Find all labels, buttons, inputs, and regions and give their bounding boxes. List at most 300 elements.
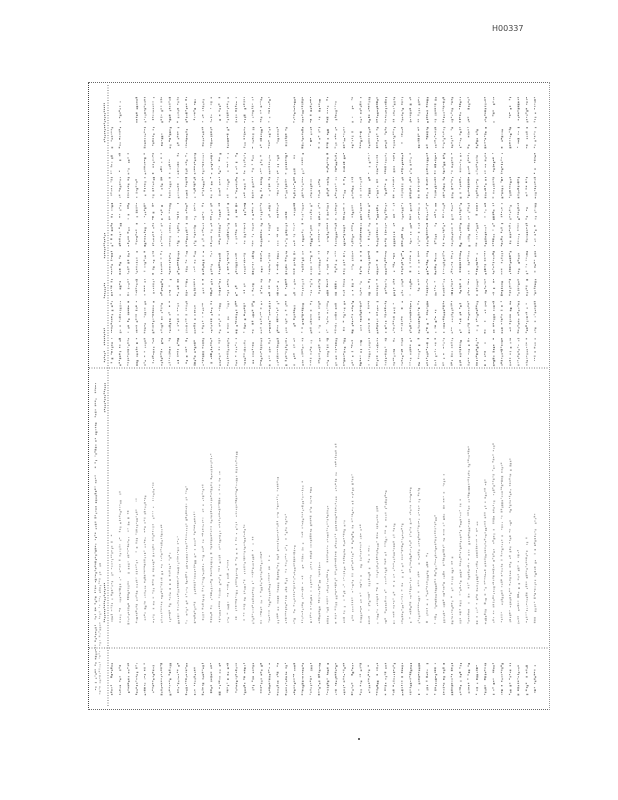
row-data-cell xyxy=(310,203,313,219)
row-data-cell xyxy=(135,279,137,295)
row-data-cell xyxy=(368,251,371,274)
row-data-cell xyxy=(210,177,213,198)
row-data-cell xyxy=(252,251,255,275)
row-data-cell xyxy=(277,281,279,295)
row-data-cell xyxy=(235,203,237,217)
row-data-cell xyxy=(152,177,155,198)
row-data-cell xyxy=(492,153,495,172)
row-data-cell xyxy=(426,279,429,296)
row-data-cell xyxy=(534,301,537,333)
row-data-cell xyxy=(301,97,304,122)
row-data-cell xyxy=(160,303,163,333)
row-data-cell xyxy=(434,338,437,366)
row-data-cell xyxy=(185,338,188,364)
row-data-cell xyxy=(326,153,329,172)
row-id-cell xyxy=(235,663,238,693)
row-data-cell xyxy=(152,301,155,333)
row-data-cell xyxy=(360,223,362,247)
row-description-cell xyxy=(111,535,114,622)
row-description-cell xyxy=(501,463,504,623)
row-data-cell xyxy=(476,203,478,216)
row-data-cell xyxy=(409,153,412,174)
row-data-cell xyxy=(517,223,520,246)
row-description-cell xyxy=(451,557,454,625)
row-data-cell xyxy=(193,99,196,120)
row-data-cell xyxy=(401,203,404,219)
row-data-cell xyxy=(443,177,446,198)
row-data-cell xyxy=(169,279,172,296)
row-data-cell xyxy=(218,97,221,121)
row-data-cell xyxy=(169,301,172,333)
row-data-cell xyxy=(177,338,180,364)
row-data-cell xyxy=(135,301,138,333)
row-data-cell xyxy=(160,279,163,296)
row-id-cell xyxy=(185,663,188,695)
row-description-cell xyxy=(351,474,354,621)
row-data-cell xyxy=(252,177,255,198)
row-data-cell xyxy=(393,127,396,148)
row-data-cell xyxy=(501,338,504,366)
row-description-cell xyxy=(409,488,412,623)
row-data-cell xyxy=(218,223,221,244)
row-data-cell xyxy=(460,153,462,172)
row-data-cell xyxy=(442,97,445,122)
row-description-cell xyxy=(426,553,429,623)
row-data-cell xyxy=(351,205,354,217)
row-data-cell xyxy=(119,255,122,274)
row-id-cell xyxy=(310,663,313,695)
row-data-cell xyxy=(401,301,403,331)
row-data-cell xyxy=(276,301,279,333)
row-data-cell xyxy=(351,301,354,333)
row-data-cell xyxy=(310,97,312,123)
row-data-cell xyxy=(335,281,337,295)
row-description-cell xyxy=(534,514,537,623)
row-data-cell xyxy=(285,223,288,247)
row-data-cell xyxy=(376,97,379,123)
row-data-cell xyxy=(368,203,371,219)
row-id-cell xyxy=(119,665,122,695)
row-data-cell xyxy=(127,279,130,296)
row-data-cell xyxy=(144,223,147,247)
row-description-cell xyxy=(193,512,196,624)
row-data-cell xyxy=(351,223,354,246)
row-data-cell xyxy=(517,203,520,220)
row-data-cell xyxy=(376,251,378,275)
row-id-cell xyxy=(260,663,263,693)
row-description-cell xyxy=(160,525,163,623)
row-data-cell xyxy=(418,97,421,122)
row-data-cell xyxy=(343,251,345,274)
row-data-cell xyxy=(509,127,512,148)
row-description-cell xyxy=(210,454,213,623)
row-data-cell xyxy=(476,155,479,174)
row-id-cell xyxy=(169,663,172,696)
row-data-cell xyxy=(384,301,387,333)
row-data-cell xyxy=(244,253,246,274)
row-data-cell xyxy=(434,203,436,218)
row-id-cell xyxy=(360,663,363,695)
row-data-cell xyxy=(227,97,230,123)
row-data-cell xyxy=(136,203,138,217)
row-data-cell xyxy=(235,301,238,334)
row-data-cell xyxy=(418,279,421,291)
row-data-cell xyxy=(459,203,462,220)
row-data-cell xyxy=(243,203,246,215)
row-data-cell xyxy=(293,155,295,174)
row-data-cell xyxy=(310,127,312,146)
row-data-cell xyxy=(301,223,304,246)
row-data-cell xyxy=(534,97,537,122)
row-data-cell xyxy=(161,134,163,146)
page-mark xyxy=(358,738,360,740)
row-data-cell xyxy=(351,251,353,270)
row-data-cell xyxy=(194,225,197,246)
row-data-cell xyxy=(501,281,504,296)
row-id-cell xyxy=(210,663,213,693)
row-data-cell xyxy=(243,97,246,123)
row-data-cell xyxy=(409,203,412,220)
row-data-cell xyxy=(501,223,504,246)
row-data-cell xyxy=(509,338,512,366)
row-data-cell xyxy=(119,153,122,172)
row-data-cell xyxy=(169,127,172,148)
row-data-cell xyxy=(509,301,512,331)
row-data-cell xyxy=(301,177,304,198)
row-data-cell xyxy=(368,279,371,296)
row-description-cell xyxy=(517,550,520,624)
row-data-cell xyxy=(426,223,429,246)
row-data-cell xyxy=(144,203,147,217)
row-data-cell xyxy=(268,279,270,296)
row-description-cell xyxy=(434,515,437,624)
row-data-cell xyxy=(127,227,130,246)
row-data-cell xyxy=(484,177,487,198)
row-id-cell xyxy=(526,665,529,695)
row-data-cell xyxy=(135,179,138,198)
row-data-cell xyxy=(268,127,271,148)
row-data-cell xyxy=(193,305,196,333)
row-data-cell xyxy=(194,340,197,365)
row-data-cell xyxy=(202,338,205,366)
row-description-cell xyxy=(235,452,238,620)
row-data-cell xyxy=(335,223,338,246)
row-data-cell xyxy=(268,223,271,242)
row-id-cell xyxy=(301,663,304,695)
row-data-cell xyxy=(277,127,280,143)
row-data-cell xyxy=(210,301,213,333)
row-data-cell xyxy=(351,340,354,365)
row-data-cell xyxy=(467,279,469,295)
row-id-cell xyxy=(127,663,130,693)
row-data-cell xyxy=(517,279,520,296)
row-data-cell xyxy=(227,153,229,172)
row-description-cell xyxy=(202,485,205,621)
row-data-cell xyxy=(418,251,420,274)
row-data-cell xyxy=(277,227,279,246)
row-data-cell xyxy=(509,279,512,296)
row-data-cell xyxy=(476,279,479,296)
row-data-cell xyxy=(526,127,528,148)
row-data-cell xyxy=(227,127,230,148)
row-id-cell xyxy=(110,663,113,695)
row-data-cell xyxy=(277,251,279,274)
row-data-cell xyxy=(235,253,238,274)
row-data-cell xyxy=(127,177,129,198)
row-data-cell xyxy=(127,203,129,219)
row-data-cell xyxy=(409,338,412,366)
row-description-cell xyxy=(310,487,313,623)
row-data-cell xyxy=(368,177,371,198)
row-data-cell xyxy=(434,127,437,148)
row-data-cell xyxy=(169,160,171,174)
row-id-cell xyxy=(177,663,180,693)
row-data-cell xyxy=(185,97,188,122)
row-description-cell xyxy=(218,471,221,622)
row-data-cell xyxy=(409,97,411,122)
row-description-cell xyxy=(418,488,421,623)
row-data-cell xyxy=(376,127,379,148)
row-data-cell xyxy=(285,251,288,274)
row-data-cell xyxy=(501,153,504,174)
row-data-cell xyxy=(509,223,512,244)
row-data-cell xyxy=(459,223,462,247)
row-data-cell xyxy=(501,251,503,275)
row-data-cell xyxy=(467,251,469,274)
row-id-cell xyxy=(326,663,329,695)
row-data-cell xyxy=(418,177,420,198)
row-description-cell xyxy=(384,491,387,624)
row-data-cell xyxy=(110,301,113,333)
row-data-cell xyxy=(426,127,429,148)
row-id-cell xyxy=(135,663,138,695)
row-id-cell xyxy=(277,663,280,695)
row-data-cell xyxy=(219,303,222,333)
row-data-cell xyxy=(185,177,188,198)
row-data-cell xyxy=(268,155,271,174)
row-description-cell xyxy=(119,491,122,622)
row-data-cell xyxy=(492,97,495,123)
row-data-cell xyxy=(152,338,155,363)
row-data-cell xyxy=(144,153,147,174)
row-data-cell xyxy=(385,338,387,365)
row-data-cell xyxy=(517,177,520,198)
row-id-cell xyxy=(476,665,479,695)
row-data-cell xyxy=(144,338,147,366)
row-data-cell xyxy=(260,97,263,122)
row-data-cell xyxy=(492,223,495,246)
row-data-cell xyxy=(136,251,138,274)
row-data-cell xyxy=(144,301,147,333)
row-data-cell xyxy=(418,203,420,220)
row-data-cell xyxy=(119,101,122,122)
row-data-cell xyxy=(484,97,487,122)
row-data-cell xyxy=(202,127,205,146)
row-data-cell xyxy=(285,279,287,296)
row-data-cell xyxy=(301,153,304,174)
row-data-cell xyxy=(301,127,303,149)
row-data-cell xyxy=(451,301,454,333)
row-data-cell xyxy=(293,338,296,366)
row-data-cell xyxy=(451,223,453,246)
row-data-cell xyxy=(534,279,537,295)
row-data-cell xyxy=(359,251,362,274)
row-data-cell xyxy=(534,251,537,272)
row-data-cell xyxy=(144,279,146,295)
row-data-cell xyxy=(410,223,412,244)
row-data-cell xyxy=(318,127,320,148)
row-data-cell xyxy=(260,155,263,174)
row-data-cell xyxy=(210,97,212,122)
row-data-cell xyxy=(169,203,172,220)
row-data-cell xyxy=(409,301,411,333)
row-data-cell xyxy=(177,251,180,275)
row-data-cell xyxy=(293,97,296,123)
row-description-cell xyxy=(227,560,230,623)
row-id-cell xyxy=(285,663,288,695)
row-data-cell xyxy=(185,279,187,296)
row-data-cell xyxy=(110,177,112,196)
row-data-cell xyxy=(352,279,354,295)
row-data-cell xyxy=(360,203,363,220)
row-data-cell xyxy=(492,177,495,198)
row-data-cell xyxy=(401,338,404,366)
row-data-cell xyxy=(160,153,162,172)
row-data-cell xyxy=(326,279,328,296)
row-data-cell xyxy=(484,251,487,274)
row-id-cell xyxy=(517,665,520,695)
row-data-cell xyxy=(310,179,313,198)
row-data-cell xyxy=(467,203,470,220)
row-data-cell xyxy=(161,205,164,220)
row-id-cell xyxy=(368,665,371,693)
column-header-row xyxy=(104,103,106,622)
row-data-cell xyxy=(310,340,313,365)
row-description-cell xyxy=(144,496,147,621)
row-data-cell xyxy=(351,177,354,199)
row-description-cell xyxy=(243,525,246,621)
row-data-cell xyxy=(210,223,213,247)
row-data-cell xyxy=(335,101,338,120)
row-data-cell xyxy=(185,129,188,148)
row-data-cell xyxy=(119,203,122,218)
row-description-cell xyxy=(459,499,462,623)
row-data-cell xyxy=(111,127,113,148)
row-data-cell xyxy=(368,153,371,174)
row-description-cell xyxy=(442,474,445,623)
row-data-cell xyxy=(327,177,330,196)
row-data-cell xyxy=(169,223,171,246)
row-data-cell xyxy=(227,179,230,198)
row-id-cell xyxy=(426,663,429,695)
row-data-cell xyxy=(169,177,172,198)
row-data-cell xyxy=(459,127,462,148)
row-data-cell xyxy=(285,179,288,198)
row-data-cell xyxy=(517,301,520,333)
row-description-cell xyxy=(301,481,304,623)
row-id-cell xyxy=(501,663,504,695)
row-data-cell xyxy=(160,223,163,246)
row-data-cell xyxy=(442,251,445,274)
row-data-cell xyxy=(153,279,155,294)
row-data-cell xyxy=(484,153,487,174)
row-data-cell xyxy=(335,203,337,220)
row-data-cell xyxy=(227,279,229,296)
row-data-cell xyxy=(301,279,304,296)
row-data-cell xyxy=(484,342,486,366)
row-data-cell xyxy=(376,179,378,198)
row-data-cell xyxy=(393,338,396,366)
row-data-cell xyxy=(442,203,445,218)
row-data-cell xyxy=(393,97,396,122)
row-id-cell xyxy=(418,663,420,695)
row-data-cell xyxy=(335,127,338,148)
row-data-cell xyxy=(501,203,503,217)
row-data-cell xyxy=(260,127,263,148)
row-data-cell xyxy=(252,203,254,220)
row-data-cell xyxy=(326,223,329,242)
row-data-cell xyxy=(177,203,179,219)
row-data-cell xyxy=(467,223,470,247)
row-data-cell xyxy=(393,279,396,296)
row-data-cell xyxy=(501,129,503,148)
row-data-cell xyxy=(493,301,496,333)
row-id-cell xyxy=(252,663,255,690)
row-data-cell xyxy=(144,97,147,122)
sheet-title-strip-2 xyxy=(98,563,101,694)
row-data-cell xyxy=(260,177,263,198)
row-description-cell xyxy=(484,479,487,624)
row-data-cell xyxy=(442,223,445,246)
row-data-cell xyxy=(434,223,437,244)
row-data-cell xyxy=(235,177,238,198)
row-data-cell xyxy=(152,223,154,246)
row-data-cell xyxy=(119,281,121,295)
row-description-cell xyxy=(335,444,338,624)
row-data-cell xyxy=(360,281,362,295)
row-data-cell xyxy=(111,203,113,218)
row-description-cell xyxy=(252,537,255,624)
row-data-cell xyxy=(326,129,329,148)
row-data-cell xyxy=(227,223,230,244)
row-description-cell xyxy=(318,562,321,623)
row-data-cell xyxy=(277,155,280,174)
row-description-cell xyxy=(359,525,362,623)
row-data-cell xyxy=(110,223,113,246)
row-data-cell xyxy=(451,153,454,174)
row-description-cell xyxy=(343,520,346,623)
row-data-cell xyxy=(160,251,162,274)
row-data-cell xyxy=(484,127,487,148)
row-data-cell xyxy=(376,155,378,174)
row-data-cell xyxy=(202,223,205,246)
row-data-cell xyxy=(517,127,520,148)
row-description-cell xyxy=(326,506,329,624)
row-data-cell xyxy=(376,279,378,296)
row-data-cell xyxy=(426,97,429,123)
row-description-cell xyxy=(127,511,130,625)
row-data-cell xyxy=(243,127,246,148)
row-data-cell xyxy=(376,301,378,334)
row-data-cell xyxy=(526,223,529,242)
row-data-cell xyxy=(310,225,313,246)
row-data-cell xyxy=(335,303,337,333)
row-data-cell xyxy=(459,97,462,123)
row-data-cell xyxy=(401,97,404,122)
row-data-cell xyxy=(467,301,470,333)
row-data-cell xyxy=(119,127,121,148)
row-description-cell xyxy=(467,446,470,623)
